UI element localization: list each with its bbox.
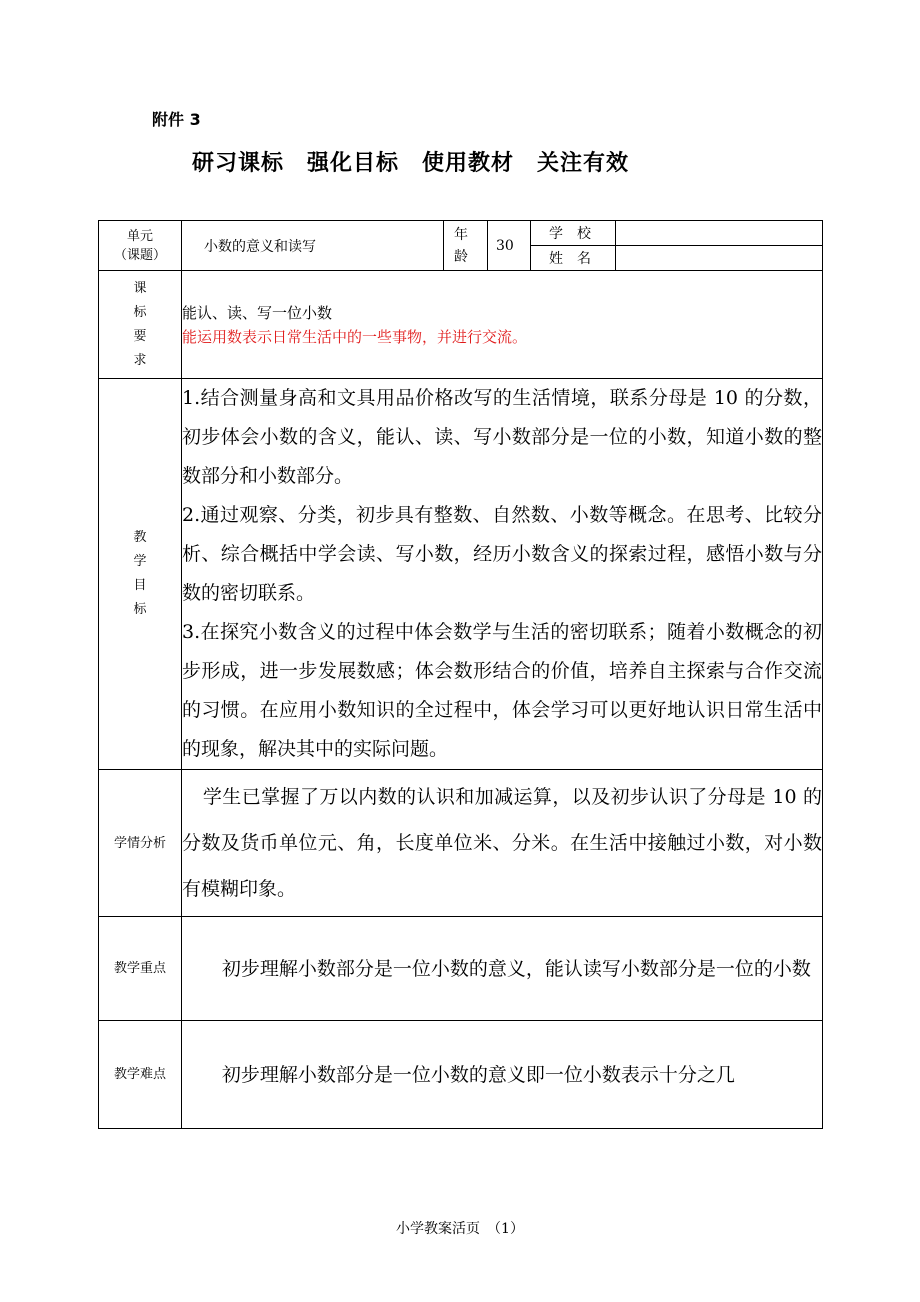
lesson-plan-table <box>98 220 823 1129</box>
objectives-label-char: 学 <box>133 554 147 569</box>
unit-label-line1: 单元 <box>126 228 153 244</box>
difficulties-content: 初步理解小数部分是一位小数的意义即一位小数表示十分之几 <box>182 1021 823 1129</box>
analysis-label: 学情分析 <box>99 770 182 917</box>
objectives-content <box>182 379 823 770</box>
objective-item: 2.通过观察、分类，初步具有整数、自然数、小数等概念。在思考、比较分析、综合概括中学会读、写小数，经历小数含义的探索过程，感悟小数与分数的密切联系。 <box>182 504 822 604</box>
standards-label-char: 要 <box>133 328 147 344</box>
attachment-label: 附件 3 <box>152 110 201 129</box>
standards-label-char: 标 <box>133 304 147 320</box>
unit-value: 小数的意义和读写 <box>182 221 444 271</box>
name-value <box>616 246 823 271</box>
objectives-label-char: 标 <box>133 602 147 617</box>
standards-content <box>182 271 823 379</box>
school-label: 学 校 <box>531 221 616 246</box>
standards-line1: 能认、读、写一位小数 <box>182 303 333 322</box>
grade-label-cell <box>444 221 488 271</box>
name-label: 姓 名 <box>531 246 616 271</box>
grade-value: 30 <box>488 221 531 271</box>
objective-item: 1.结合测量身高和文具用品价格改写的生活情境，联系分母是 10 的分数，初步体会小数的含义，能认、读、写小数部分是一位的小数，知道小数的整数部分和小数部分。 <box>182 387 822 487</box>
school-value <box>616 221 823 246</box>
page-title: 研习课标 强化目标 使用教材 关注有效 <box>192 151 630 176</box>
standards-line2: 能运用数表示日常生活中的一些事物，并进行交流。 <box>182 327 528 346</box>
page-footer: 小学教案活页 （1） <box>396 1221 524 1237</box>
grade-label-line2: 龄 <box>454 248 468 265</box>
grade-label-line1: 年 <box>454 226 468 243</box>
unit-label-line2: （课题） <box>113 247 166 263</box>
objectives-label-char: 目 <box>133 578 147 593</box>
unit-label-cell <box>99 221 182 271</box>
objective-item: 3.在探究小数含义的过程中体会数学与生活的密切联系；随着小数概念的初步形成，进一步发展数感；体会数形结合的价值，培养自主探索与合作交流的习惯。在应用小数知识的全过程中，体会学习可以更好地认识日常生活中的现象，解决其中的实际问题。 <box>182 621 822 760</box>
standards-label-char: 课 <box>133 280 147 296</box>
standards-label <box>99 271 182 379</box>
standards-label-char: 求 <box>133 352 147 368</box>
analysis-content: 学生已掌握了万以内数的认识和加减运算，以及初步认识了分母是 10 的分数及货币单位元、角，长度单位米、分米。在生活中接触过小数，对小数有模糊印象。 <box>182 770 823 917</box>
key-points-label: 教学重点 <box>99 917 182 1021</box>
difficulties-label: 教学难点 <box>99 1021 182 1129</box>
key-points-content: 初步理解小数部分是一位小数的意义，能认读写小数部分是一位的小数 <box>182 917 823 1021</box>
objectives-label <box>99 379 182 770</box>
objectives-label-char: 教 <box>133 530 147 545</box>
